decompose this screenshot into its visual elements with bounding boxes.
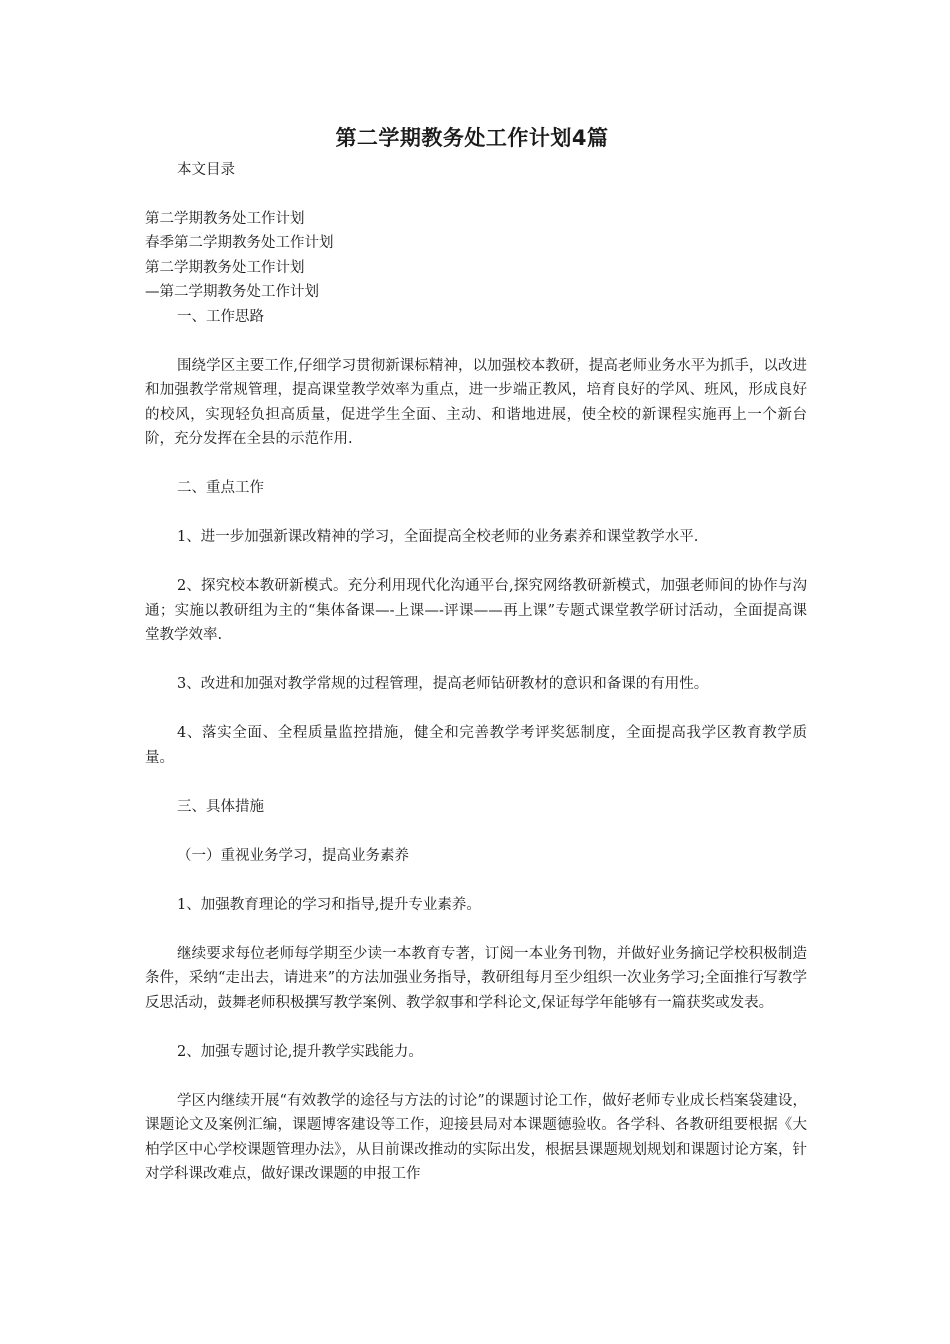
document-title: 第二学期教务处工作计划4篇 bbox=[335, 126, 609, 150]
table-of-contents bbox=[145, 207, 807, 305]
section-heading: 一、工作思路 bbox=[177, 308, 264, 325]
body-paragraph: 3、改进和加强对教学常规的过程管理，提高老师钻研教材的意识和备课的有用性。 bbox=[177, 676, 709, 692]
toc-item[interactable]: —第二学期教务处工作计划 bbox=[145, 284, 319, 300]
toc-item[interactable]: 第二学期教务处工作计划 bbox=[145, 259, 305, 276]
body-paragraph: 2、探究校本教研新模式。充分利用现代化沟通平台,探究网络教研新模式，加强老师间的协作与沟通；实施以教研组为主的“集体备课—-上课—-评课——再上课”专题式课堂教学研讨活动，全面提高课堂教学效率. bbox=[145, 578, 807, 643]
body-paragraph: 1、加强教育理论的学习和指导,提升专业素养。 bbox=[177, 896, 481, 913]
toc-heading: 本文目录 bbox=[177, 162, 235, 178]
section-heading: 二、重点工作 bbox=[177, 480, 264, 496]
section-heading: 三、具体措施 bbox=[177, 798, 264, 815]
body-paragraph: 学区内继续开展“有效教学的途径与方法的讨论”的课题讨论工作，做好老师专业成长档案袋建设，课题论文及案例汇编，课题博客建设等工作，迎接县局对本课题德验收。各学科、各教研组要根据《大柏学区中心学校课题管理办法》，从目前课改推动的实际出发，根据县课题规划规划和课题讨论方案，针对学科课改难点，做好课改课题的申报工作 bbox=[145, 1092, 807, 1182]
toc-item[interactable]: 第二学期教务处工作计划 bbox=[145, 210, 305, 227]
body-paragraph: 4、落实全面、全程质量监控措施，健全和完善教学考评奖惩制度，全面提高我学区教育教学质量。 bbox=[145, 725, 807, 766]
body-paragraph: 2、加强专题讨论,提升教学实践能力。 bbox=[177, 1043, 423, 1060]
body-paragraph: 围绕学区主要工作,仔细学习贯彻新课标精神，以加强校本教研，提高老师业务水平为抓手，以改进和加强教学常规管理，提高课堂教学效率为重点，进一步端正教风，培育良好的学风、班风，形成良好的校风，实现轻负担高质量，促进学生全面、主动、和谐地进展，使全校的新课程实施再上一个新台阶，充分发挥在全县的示范作用. bbox=[145, 357, 807, 447]
document-page bbox=[145, 118, 807, 1211]
subsection-heading: （一）重视业务学习，提高业务素养 bbox=[177, 847, 409, 864]
toc-item[interactable]: 春季第二学期教务处工作计划 bbox=[145, 235, 334, 251]
body-paragraph: 继续要求每位老师每学期至少读一本教育专著，订阅一本业务刊物，并做好业务摘记学校积极制造条件，采纳“走出去，请进来”的方法加强业务指导，教研组每月至少组织一次业务学习;全面推行写教学反思活动，鼓舞老师积极撰写教学案例、教学叙事和学科论文,保证每学年能够有一篇获奖或发表。 bbox=[145, 945, 807, 1011]
body-paragraph: 1、进一步加强新课改精神的学习，全面提高全校老师的业务素养和课堂教学水平. bbox=[177, 529, 699, 545]
